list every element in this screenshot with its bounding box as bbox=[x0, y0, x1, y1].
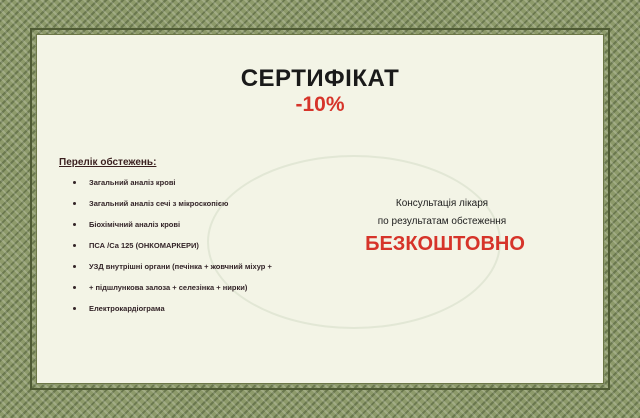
exam-label: Загальний аналіз сечі з мікроскопією bbox=[89, 199, 229, 208]
list-item bbox=[71, 282, 272, 293]
exam-list bbox=[71, 177, 272, 324]
certificate-panel bbox=[36, 34, 604, 384]
certificate-title: СЕРТИФІКАТ bbox=[240, 65, 400, 92]
exam-label: Біохімічний аналіз крові bbox=[89, 220, 181, 229]
list-item bbox=[71, 177, 272, 188]
exam-label: + підшлункова залоза + селезінка + нирки) bbox=[89, 283, 248, 292]
exam-label: Загальний аналіз крові bbox=[89, 178, 176, 187]
discount-value: -10% bbox=[295, 93, 345, 116]
list-item bbox=[71, 261, 272, 272]
list-item bbox=[71, 303, 272, 314]
consult-line-1: Консультація лікаря bbox=[395, 198, 489, 209]
exam-label: Електрокардіограма bbox=[89, 304, 165, 313]
consultation-text bbox=[372, 195, 512, 231]
free-label: БЕЗКОШТОВНО bbox=[365, 233, 525, 255]
exam-label: ПСА /Са 125 (ОНКОМАРКЕРИ) bbox=[89, 241, 199, 250]
exam-label: УЗД внутрішні органи (печінка + жовчний міхур + bbox=[89, 262, 272, 271]
list-item bbox=[71, 219, 272, 230]
list-item bbox=[71, 198, 272, 209]
exam-list-heading: Перелік обстежень: bbox=[59, 157, 157, 168]
list-item bbox=[71, 240, 272, 251]
consult-line-2: по результатам обстеження bbox=[377, 216, 507, 227]
